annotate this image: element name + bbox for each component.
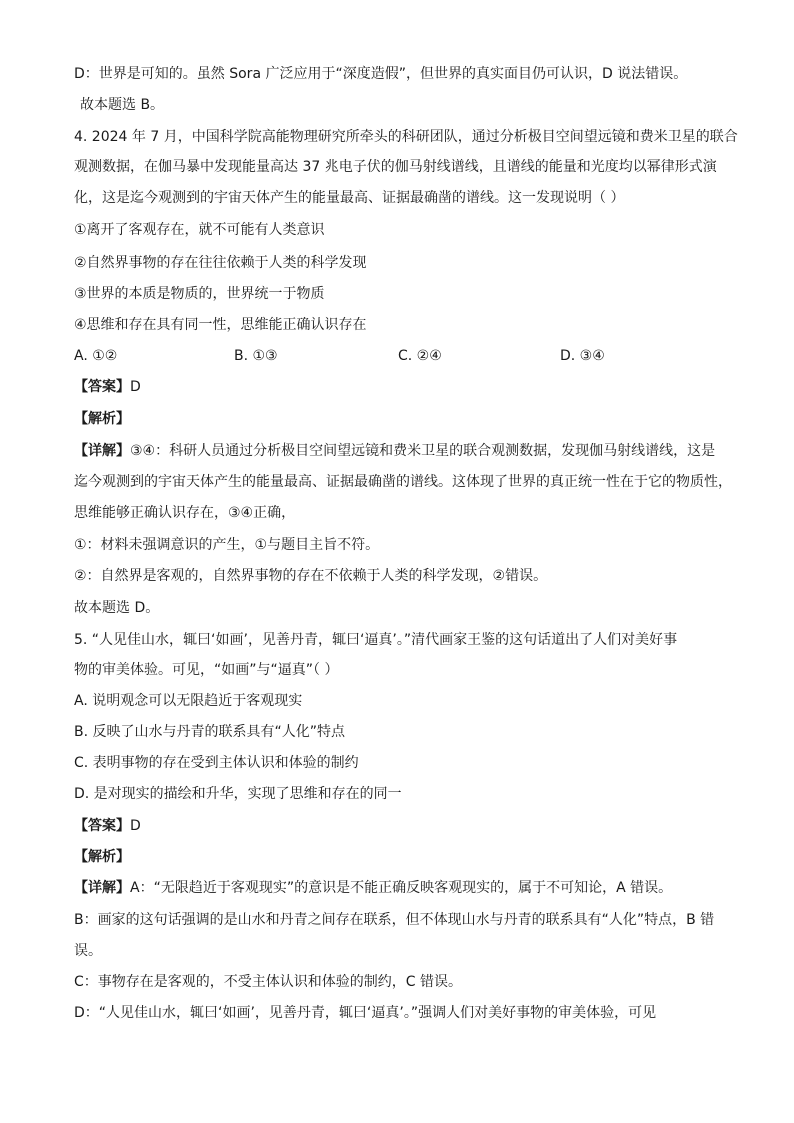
q5-detail-line-4: C：事物存在是客观的，不受主体认识和体验的制约，C 错误。 (74, 974, 462, 990)
q5-stem-line-1: 5. “人见佳山水，辄曰‘如画’，见善丹青，辄曰‘逼真’。”清代画家王鉴的这句话道出了人们对美好事 (74, 632, 678, 648)
q4-option-d: D. ③④ (560, 348, 605, 364)
detail-text: ③④：科研人员通过分析极目空间望远镜和费米卫星的联合观测数据，发现伽马射线谱线，这是 (130, 443, 716, 459)
answer-value: D (130, 379, 141, 395)
q4-detail-line-3: 思维能够正确认识存在，③④正确， (74, 505, 296, 521)
q5-detail-line-3: 误。 (74, 943, 102, 959)
q4-answer (74, 377, 734, 397)
q4-option-a: A. ①② (74, 348, 118, 364)
detail-tag: 【详解】 (74, 443, 130, 459)
q5-analysis-heading (74, 847, 734, 867)
q4-statement-4: ④思维和存在具有同一性，思维能正确认识存在 (74, 317, 367, 333)
q4-statement-1: ①离开了客观存在，就不可能有人类意识 (74, 222, 325, 238)
q5-option-a: A. 说明观念可以无限趋近于客观现实 (74, 693, 303, 709)
analysis-line-prev-d: D：世界是可知的。虽然 Sora 广泛应用于“深度造假”，但世界的真实面目仍可认识，D 说法错误。 (74, 66, 688, 82)
analysis-tag: 【解析】 (74, 849, 130, 865)
q4-stem-line-1: 4. 2024 年 7 月，中国科学院高能物理研究所牵头的科研团队，通过分析极目空间望远镜和费米卫星的联合 (74, 129, 738, 145)
detail-text: A：“无限趋近于客观现实”的意识是不能正确反映客观现实的，属于不可知论，A 错误。 (130, 880, 673, 896)
q4-statement-3: ③世界的本质是物质的，世界统一于物质 (74, 286, 325, 302)
q5-option-d: D. 是对现实的描绘和升华，实现了思维和存在的同一 (74, 786, 402, 802)
q4-detail-line-1 (74, 441, 734, 461)
q4-detail-line-4: ①：材料未强调意识的产生，①与题目主旨不符。 (74, 537, 380, 553)
q4-detail-line-5: ②：自然界是客观的，自然界事物的存在不依赖于人类的科学发现，②错误。 (74, 568, 548, 584)
q5-detail-line-2: B：画家的这句话强调的是山水和丹青之间存在联系，但不体现山水与丹青的联系具有“人化”特点，B 错 (74, 912, 715, 928)
analysis-tag: 【解析】 (74, 411, 130, 427)
q4-stem-line-3: 化，这是迄今观测到的宇宙天体产生的能量最高、证据最确凿的谱线。这一发现说明（ ） (74, 190, 625, 206)
q4-option-b: B. ①③ (234, 348, 278, 364)
q5-option-b: B. 反映了山水与丹青的联系具有“人化”特点 (74, 724, 346, 740)
q4-statement-2: ②自然界事物的存在往往依赖于人类的科学发现 (74, 255, 367, 271)
answer-tag: 【答案】 (74, 818, 130, 834)
q5-detail-line-1 (74, 878, 734, 898)
answer-value: D (130, 818, 141, 834)
q5-detail-line-5: D：“人见佳山水，辄曰‘如画’，见善丹青，辄曰‘逼真’。”强调人们对美好事物的审美体验，可见 (74, 1005, 657, 1021)
q5-answer (74, 816, 734, 836)
q4-detail-line-2: 迄今观测到的宇宙天体产生的能量最高、证据最确凿的谱线。这体现了世界的真正统一性在于它的物质性， (74, 474, 732, 490)
answer-tag: 【答案】 (74, 379, 130, 395)
detail-tag: 【详解】 (74, 880, 130, 896)
q4-stem-line-2: 观测数据，在伽马暴中发现能量高达 37 兆电子伏的伽马射线谱线，且谱线的能量和光度均以幂律形式演 (74, 159, 717, 175)
conclusion-prev: 故本题选 B。 (80, 97, 165, 113)
q4-analysis-heading (74, 409, 734, 429)
q4-option-c: C. ②④ (398, 348, 442, 364)
q5-option-c: C. 表明事物的存在受到主体认识和体验的制约 (74, 755, 359, 771)
q5-stem-line-2: 物的审美体验。可见，“如画”与“逼真”（ ） (74, 662, 339, 678)
q4-conclusion: 故本题选 D。 (74, 600, 160, 616)
